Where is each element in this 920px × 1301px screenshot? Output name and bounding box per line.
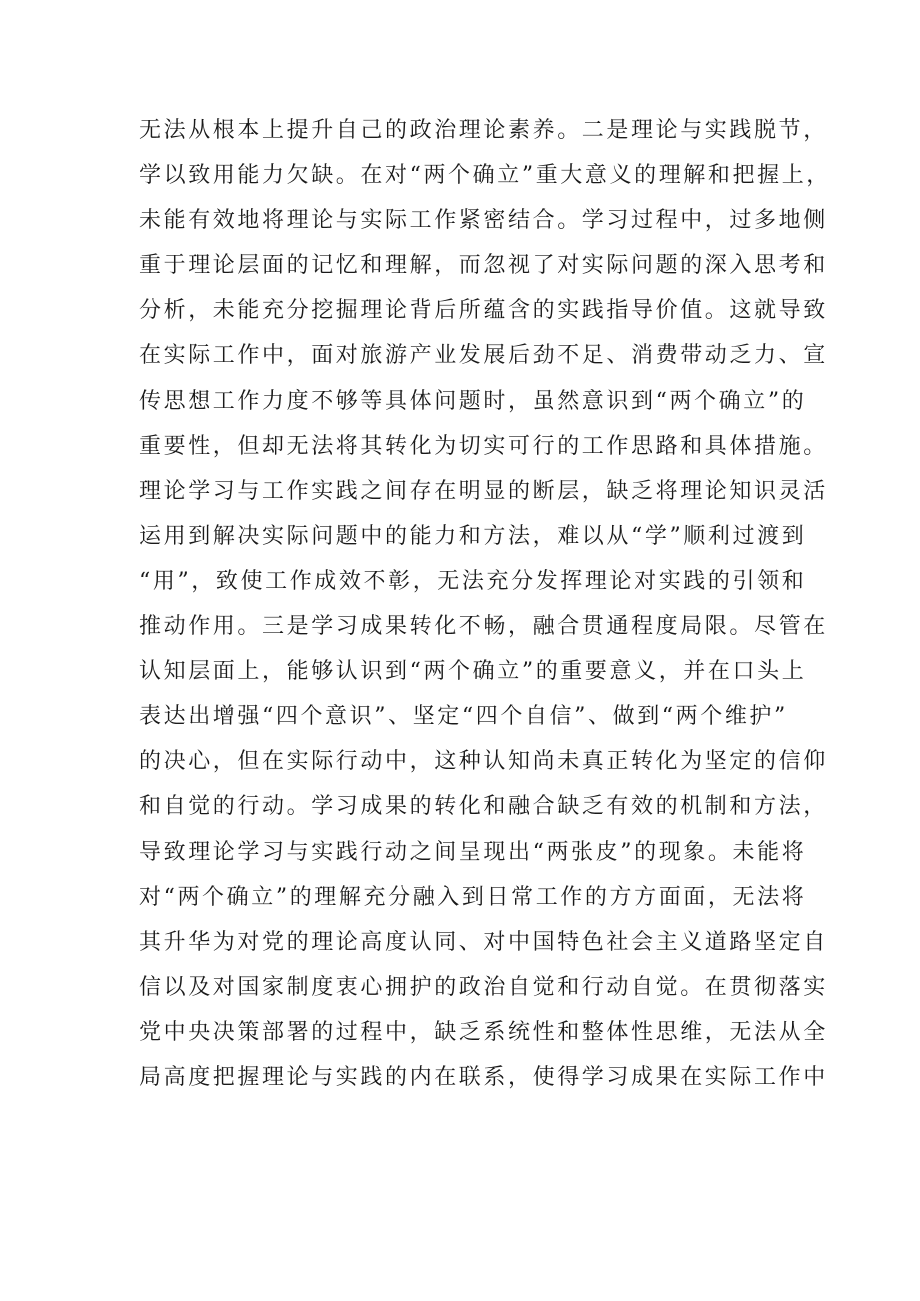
text-line: 对“两个确立”的理解充分融入到日常工作的方方面面，无法将 — [139, 884, 807, 910]
text-line: 其升华为对党的理论高度认同、对中国特色社会主义道路坚定自 — [139, 929, 828, 955]
text-line: 分析，未能充分挖掘理论背后所蕴含的实践指导价值。这就导致 — [139, 298, 828, 324]
text-line: 未能有效地将理论与实际工作紧密结合。学习过程中，过多地侧 — [139, 208, 828, 234]
text-line: 学以致用能力欠缺。在对“两个确立”重大意义的理解和把握上， — [139, 163, 831, 189]
text-line: 运用到解决实际问题中的能力和方法，难以从“学”顺利过渡到 — [139, 523, 807, 549]
body-paragraph — [139, 108, 831, 1100]
text-line: 在实际工作中，面对旅游产业发展后劲不足、消费带动乏力、宣 — [139, 343, 828, 369]
text-line: 的决心，但在实际行动中，这种认知尚未真正转化为坚定的信仰 — [139, 749, 828, 775]
text-line: 局高度把握理论与实践的内在联系，使得学习成果在实际工作中 — [139, 1064, 828, 1090]
text-line: “用”，致使工作成效不彰，无法充分发挥理论对实践的引领和 — [139, 568, 807, 594]
text-line: 无法从根本上提升自己的政治理论素养。二是理论与实践脱节， — [139, 118, 828, 143]
text-line: 信以及对国家制度衷心拥护的政治自觉和行动自觉。在贯彻落实 — [139, 974, 828, 1000]
text-line: 认知层面上，能够认识到“两个确立”的重要意义，并在口头上 — [139, 659, 807, 685]
text-line: 导致理论学习与实践行动之间呈现出“两张皮”的现象。未能将 — [139, 839, 807, 865]
text-line: 重要性，但却无法将其转化为切实可行的工作思路和具体措施。 — [139, 433, 828, 459]
text-line: 理论学习与工作实践之间存在明显的断层，缺乏将理论知识灵活 — [139, 478, 828, 504]
text-line: 推动作用。三是学习成果转化不畅，融合贯通程度局限。尽管在 — [139, 614, 828, 640]
text-line: 传思想工作力度不够等具体问题时，虽然意识到“两个确立”的 — [139, 388, 807, 414]
text-line: 表达出增强“四个意识”、坚定“四个自信”、做到“两个维护” — [139, 704, 788, 730]
text-line: 党中央决策部署的过程中，缺乏系统性和整体性思维，无法从全 — [139, 1019, 828, 1045]
text-line: 重于理论层面的记忆和理解，而忽视了对实际问题的深入思考和 — [139, 253, 828, 279]
text-line: 和自觉的行动。学习成果的转化和融合缺乏有效的机制和方法， — [139, 794, 828, 820]
